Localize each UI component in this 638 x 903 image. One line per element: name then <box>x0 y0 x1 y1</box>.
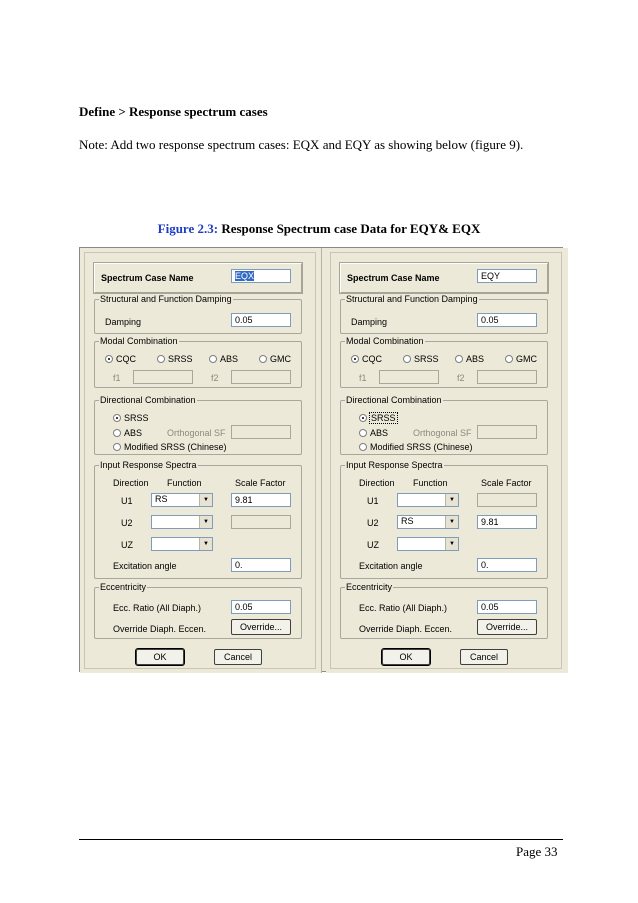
chevron-down-icon: ▼ <box>445 494 458 506</box>
eccentricity-group <box>340 582 548 639</box>
u1-function-select[interactable]: RS ▼ <box>151 493 213 507</box>
cancel-button[interactable]: Cancel <box>460 649 508 665</box>
direction-header: Direction <box>359 478 395 488</box>
f2-input[interactable] <box>477 370 537 384</box>
directional-srss-radio[interactable]: SRSS <box>359 413 397 423</box>
orthogonal-sf-label: Orthogonal SF <box>413 428 472 438</box>
directional-abs-radio[interactable]: ABS <box>113 428 142 438</box>
directional-modified-srss-radio[interactable]: Modified SRSS (Chinese) <box>359 442 473 452</box>
radio-icon <box>259 355 267 363</box>
orthogonal-sf-input[interactable] <box>477 425 537 439</box>
damping-input[interactable]: 0.05 <box>231 313 291 327</box>
damping-group <box>340 294 548 334</box>
input-group-title: Input Response Spectra <box>100 460 197 470</box>
orthogonal-sf-label: Orthogonal SF <box>167 428 226 438</box>
modal-gmc-radio[interactable]: GMC <box>505 354 537 364</box>
f2-input[interactable] <box>231 370 291 384</box>
u2-scale-input[interactable] <box>231 515 291 529</box>
radio-icon <box>505 355 513 363</box>
modal-abs-radio[interactable]: ABS <box>209 354 238 364</box>
case-name-box <box>340 263 548 293</box>
radio-selected-icon <box>113 414 121 422</box>
modal-srss-radio[interactable]: SRSS <box>403 354 439 364</box>
input-response-spectra-group <box>340 460 548 579</box>
response-spectrum-dialog-eqy <box>326 248 568 673</box>
override-button[interactable]: Override... <box>477 619 537 635</box>
radio-icon <box>359 429 367 437</box>
input-group-title: Input Response Spectra <box>346 460 443 470</box>
directional-group-title: Directional Combination <box>100 395 196 405</box>
ecc-ratio-input[interactable]: 0.05 <box>231 600 291 614</box>
chevron-down-icon: ▼ <box>445 516 458 528</box>
f1-input[interactable] <box>379 370 439 384</box>
radio-icon <box>403 355 411 363</box>
scale-factor-header: Scale Factor <box>235 478 286 488</box>
damping-group <box>94 294 302 334</box>
damping-group-title: Structural and Function Damping <box>100 294 232 304</box>
damping-label: Damping <box>351 317 388 327</box>
section-heading: Define > Response spectrum cases <box>79 104 268 119</box>
dialog-screenshot <box>79 247 563 672</box>
chevron-down-icon: ▼ <box>199 538 212 550</box>
radio-selected-icon <box>351 355 359 363</box>
directional-combination-group <box>340 395 548 455</box>
ecc-ratio-label: Ecc. Ratio (All Diaph.) <box>113 603 202 613</box>
response-spectrum-dialog-eqx <box>80 248 322 673</box>
footer-rule <box>79 839 563 840</box>
radio-selected-icon <box>105 355 113 363</box>
scale-factor-header: Scale Factor <box>481 478 532 488</box>
modal-cqc-radio[interactable]: CQC <box>351 354 382 364</box>
modal-gmc-radio[interactable]: GMC <box>259 354 291 364</box>
u2-function-select[interactable] <box>151 515 213 529</box>
uz-function-select[interactable] <box>151 537 213 551</box>
chevron-down-icon: ▼ <box>445 538 458 550</box>
page-number: Page 33 <box>516 844 558 859</box>
u2-function-select[interactable]: RS ▼ <box>397 515 459 529</box>
f1-input[interactable] <box>133 370 193 384</box>
excitation-angle-label: Excitation angle <box>113 561 177 571</box>
directional-group-title: Directional Combination <box>346 395 442 405</box>
uz-function-select[interactable] <box>397 537 459 551</box>
modal-group-title: Modal Combination <box>346 336 424 346</box>
cancel-button[interactable]: Cancel <box>214 649 262 665</box>
override-diaph-label: Override Diaph. Eccen. <box>359 624 453 634</box>
u1-label: U1 <box>121 496 133 506</box>
uz-label: UZ <box>367 540 379 550</box>
figure-caption <box>0 221 638 237</box>
u1-label: U1 <box>367 496 379 506</box>
modal-abs-radio[interactable]: ABS <box>455 354 484 364</box>
f1-label: f1 <box>359 373 367 383</box>
direction-header: Direction <box>113 478 149 488</box>
function-header: Function <box>167 478 202 488</box>
ok-button[interactable]: OK <box>136 649 184 665</box>
modal-srss-radio[interactable]: SRSS <box>157 354 193 364</box>
radio-icon <box>209 355 217 363</box>
uz-label: UZ <box>121 540 133 550</box>
case-name-input[interactable]: EQY <box>477 269 537 283</box>
eccentricity-group <box>94 582 302 639</box>
figure-caption-label: Figure 2.3: <box>157 221 219 236</box>
eccentricity-group-title: Eccentricity <box>346 582 393 592</box>
ecc-ratio-label: Ecc. Ratio (All Diaph.) <box>359 603 448 613</box>
ecc-ratio-input[interactable]: 0.05 <box>477 600 537 614</box>
chevron-down-icon: ▼ <box>199 516 212 528</box>
radio-icon <box>113 443 121 451</box>
case-name-box <box>94 263 302 293</box>
case-name-label: Spectrum Case Name <box>101 273 194 283</box>
figure-caption-text: Response Spectrum case Data for EQY& EQX <box>218 221 481 236</box>
damping-group-title: Structural and Function Damping <box>346 294 478 304</box>
u2-label: U2 <box>121 518 133 528</box>
f2-label: f2 <box>457 373 465 383</box>
radio-icon <box>359 443 367 451</box>
f1-label: f1 <box>113 373 121 383</box>
excitation-angle-input[interactable]: 0. <box>477 558 537 572</box>
damping-label: Damping <box>105 317 142 327</box>
directional-modified-srss-radio[interactable]: Modified SRSS (Chinese) <box>113 442 227 452</box>
input-response-spectra-group <box>94 460 302 579</box>
excitation-angle-input[interactable]: 0. <box>231 558 291 572</box>
radio-icon <box>113 429 121 437</box>
modal-cqc-radio[interactable]: CQC <box>105 354 136 364</box>
case-name-label: Spectrum Case Name <box>347 273 440 283</box>
modal-group-title: Modal Combination <box>100 336 178 346</box>
radio-icon <box>157 355 165 363</box>
chevron-down-icon: ▼ <box>199 494 212 506</box>
directional-srss-radio[interactable]: SRSS <box>113 413 149 423</box>
override-diaph-label: Override Diaph. Eccen. <box>113 624 207 634</box>
f2-label: f2 <box>211 373 219 383</box>
u1-function-select[interactable] <box>397 493 459 507</box>
modal-combination-group <box>94 336 302 388</box>
directional-abs-radio[interactable]: ABS <box>359 428 388 438</box>
radio-selected-icon <box>359 414 367 422</box>
u1-scale-input[interactable]: 9.81 <box>231 493 291 507</box>
modal-combination-group <box>340 336 548 388</box>
ok-button[interactable]: OK <box>382 649 430 665</box>
function-header: Function <box>413 478 448 488</box>
damping-input[interactable]: 0.05 <box>477 313 537 327</box>
eccentricity-group-title: Eccentricity <box>100 582 147 592</box>
radio-icon <box>455 355 463 363</box>
case-name-input[interactable]: EQX <box>231 269 291 283</box>
u2-scale-input[interactable]: 9.81 <box>477 515 537 529</box>
orthogonal-sf-input[interactable] <box>231 425 291 439</box>
u1-scale-input[interactable] <box>477 493 537 507</box>
override-button[interactable]: Override... <box>231 619 291 635</box>
u2-label: U2 <box>367 518 379 528</box>
directional-combination-group <box>94 395 302 455</box>
note-paragraph: Note: Add two response spectrum cases: EQX and EQY as showing below (figure 9). <box>79 137 524 152</box>
excitation-angle-label: Excitation angle <box>359 561 423 571</box>
